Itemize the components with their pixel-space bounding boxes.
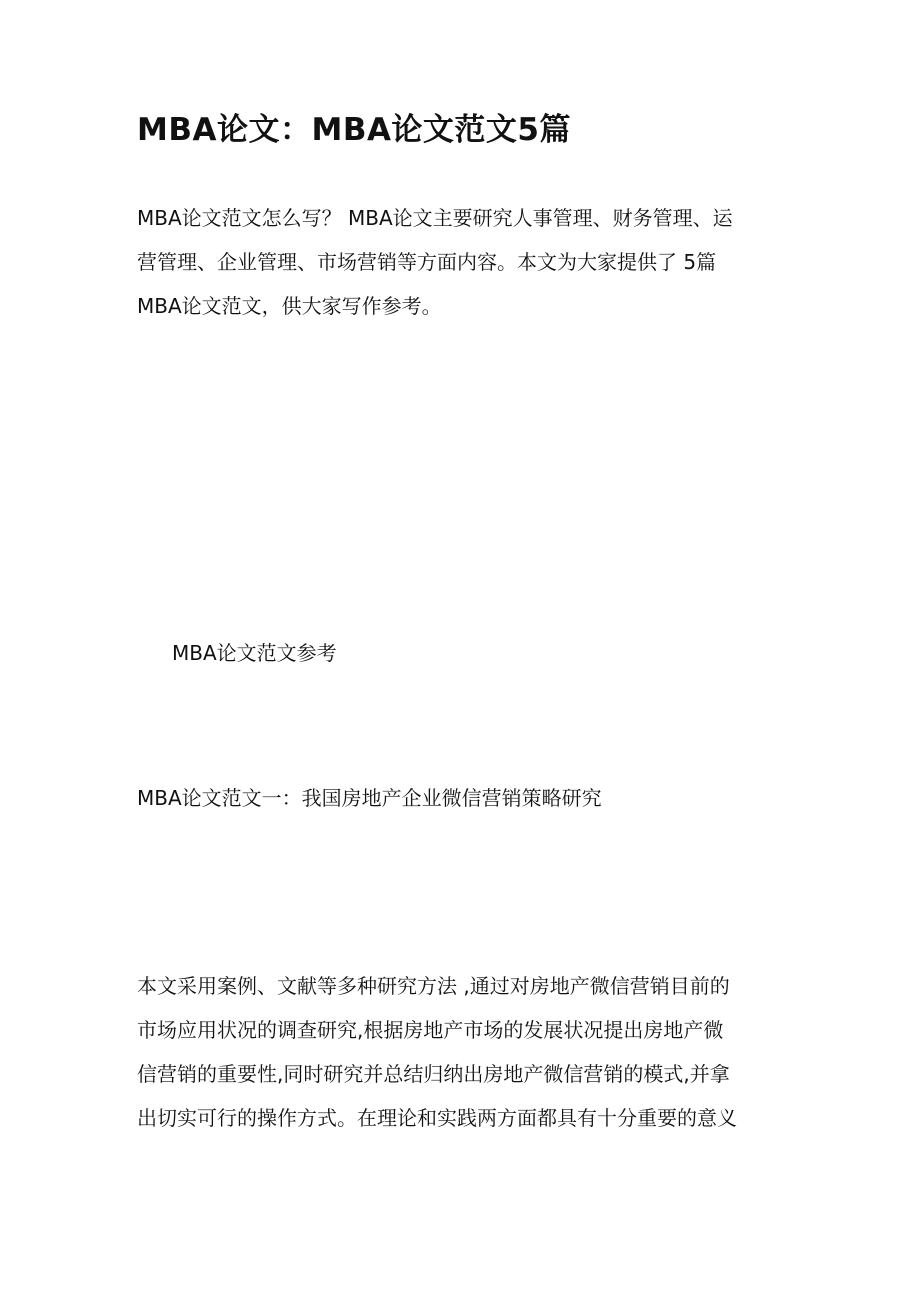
intro-line: MBA论文范文，供大家写作参考。 bbox=[137, 294, 442, 318]
intro-line: MBA论文范文怎么写？ MBA论文主要研究人事管理、财务管理、运 bbox=[137, 206, 733, 230]
body-paragraph bbox=[137, 964, 797, 1140]
document-title: MBA论文：MBA论文范文5篇 bbox=[137, 112, 572, 148]
body-line: 信营销的重要性,同时研究并总结归纳出房地产微信营销的模式,并拿 bbox=[137, 1062, 730, 1086]
intro-paragraph bbox=[137, 196, 787, 328]
section-title: MBA论文范文一：我国房地产企业微信营销策略研究 bbox=[137, 786, 602, 810]
body-line: 出切实可行的操作方式。在理论和实践两方面都具有十分重要的意义 bbox=[137, 1106, 737, 1130]
intro-line: 营管理、企业管理、市场营销等方面内容。本文为大家提供了 5篇 bbox=[137, 250, 717, 274]
body-line: 本文采用案例、文献等多种研究方法 ,通过对房地产微信营销目前的 bbox=[137, 974, 730, 998]
reference-heading: MBA论文范文参考 bbox=[172, 641, 337, 665]
body-line: 市场应用状况的调查研究,根据房地产市场的发展状况提出房地产微 bbox=[137, 1018, 724, 1042]
